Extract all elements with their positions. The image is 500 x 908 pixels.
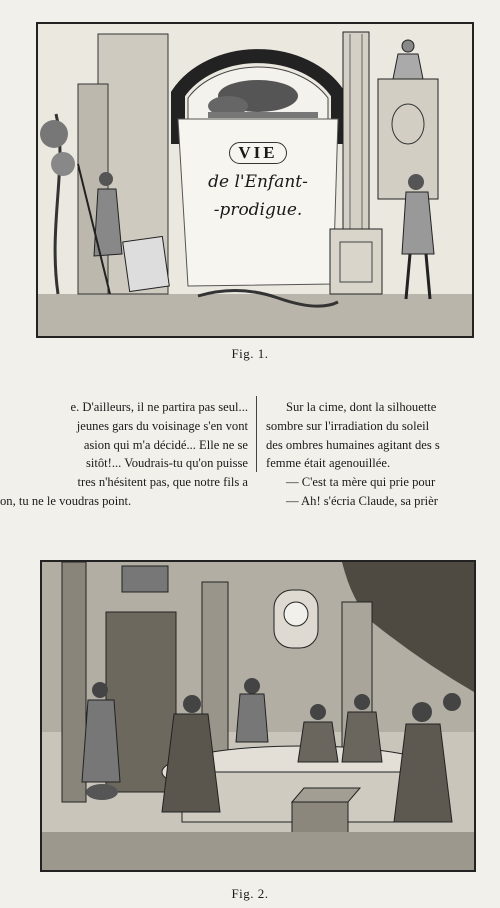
- right-line-3: des ombres humaines agitant des s: [266, 437, 440, 452]
- figure-1-caption: Fig. 1.: [231, 346, 269, 361]
- figure-2-engraving: [40, 560, 476, 872]
- right-line-2: sombre sur l'irradiation du soleil: [266, 418, 430, 433]
- title-line-2: de l'Enfant-: [208, 172, 308, 192]
- left-line-3: asion qui m'a décidé... Elle ne se: [83, 437, 248, 452]
- title-line-3: -prodigue.: [213, 200, 303, 220]
- right-line-1: Sur la cime, dont la silhouette: [286, 400, 437, 414]
- left-line-6: on, tu ne le voudras point.: [0, 493, 132, 508]
- title-vie: VIE: [229, 142, 286, 164]
- title-banner: [188, 142, 328, 220]
- left-line-2: jeunes gars du voisinage s'en vont: [76, 418, 248, 433]
- left-line-5: tres n'hésitent pas, que notre fils a: [77, 475, 248, 490]
- right-line-6: — Ah! s'écria Claude, sa prièr: [286, 493, 438, 508]
- figure-1-engraving: [36, 22, 474, 338]
- left-column-text: [0, 398, 248, 511]
- left-line-1: e. D'ailleurs, il ne partira pas seul...: [70, 400, 248, 414]
- right-line-4: femme était agenouillée.: [266, 456, 391, 471]
- figure-2-illustration: [42, 562, 474, 870]
- figure-2-caption: Fig. 2.: [231, 886, 269, 901]
- left-line-4: sitôt!... Voudrais-tu qu'on puisse: [85, 456, 248, 471]
- right-column-text: [266, 398, 500, 511]
- right-line-5: — C'est ta mère qui prie pour: [286, 475, 436, 490]
- column-divider: [256, 396, 257, 472]
